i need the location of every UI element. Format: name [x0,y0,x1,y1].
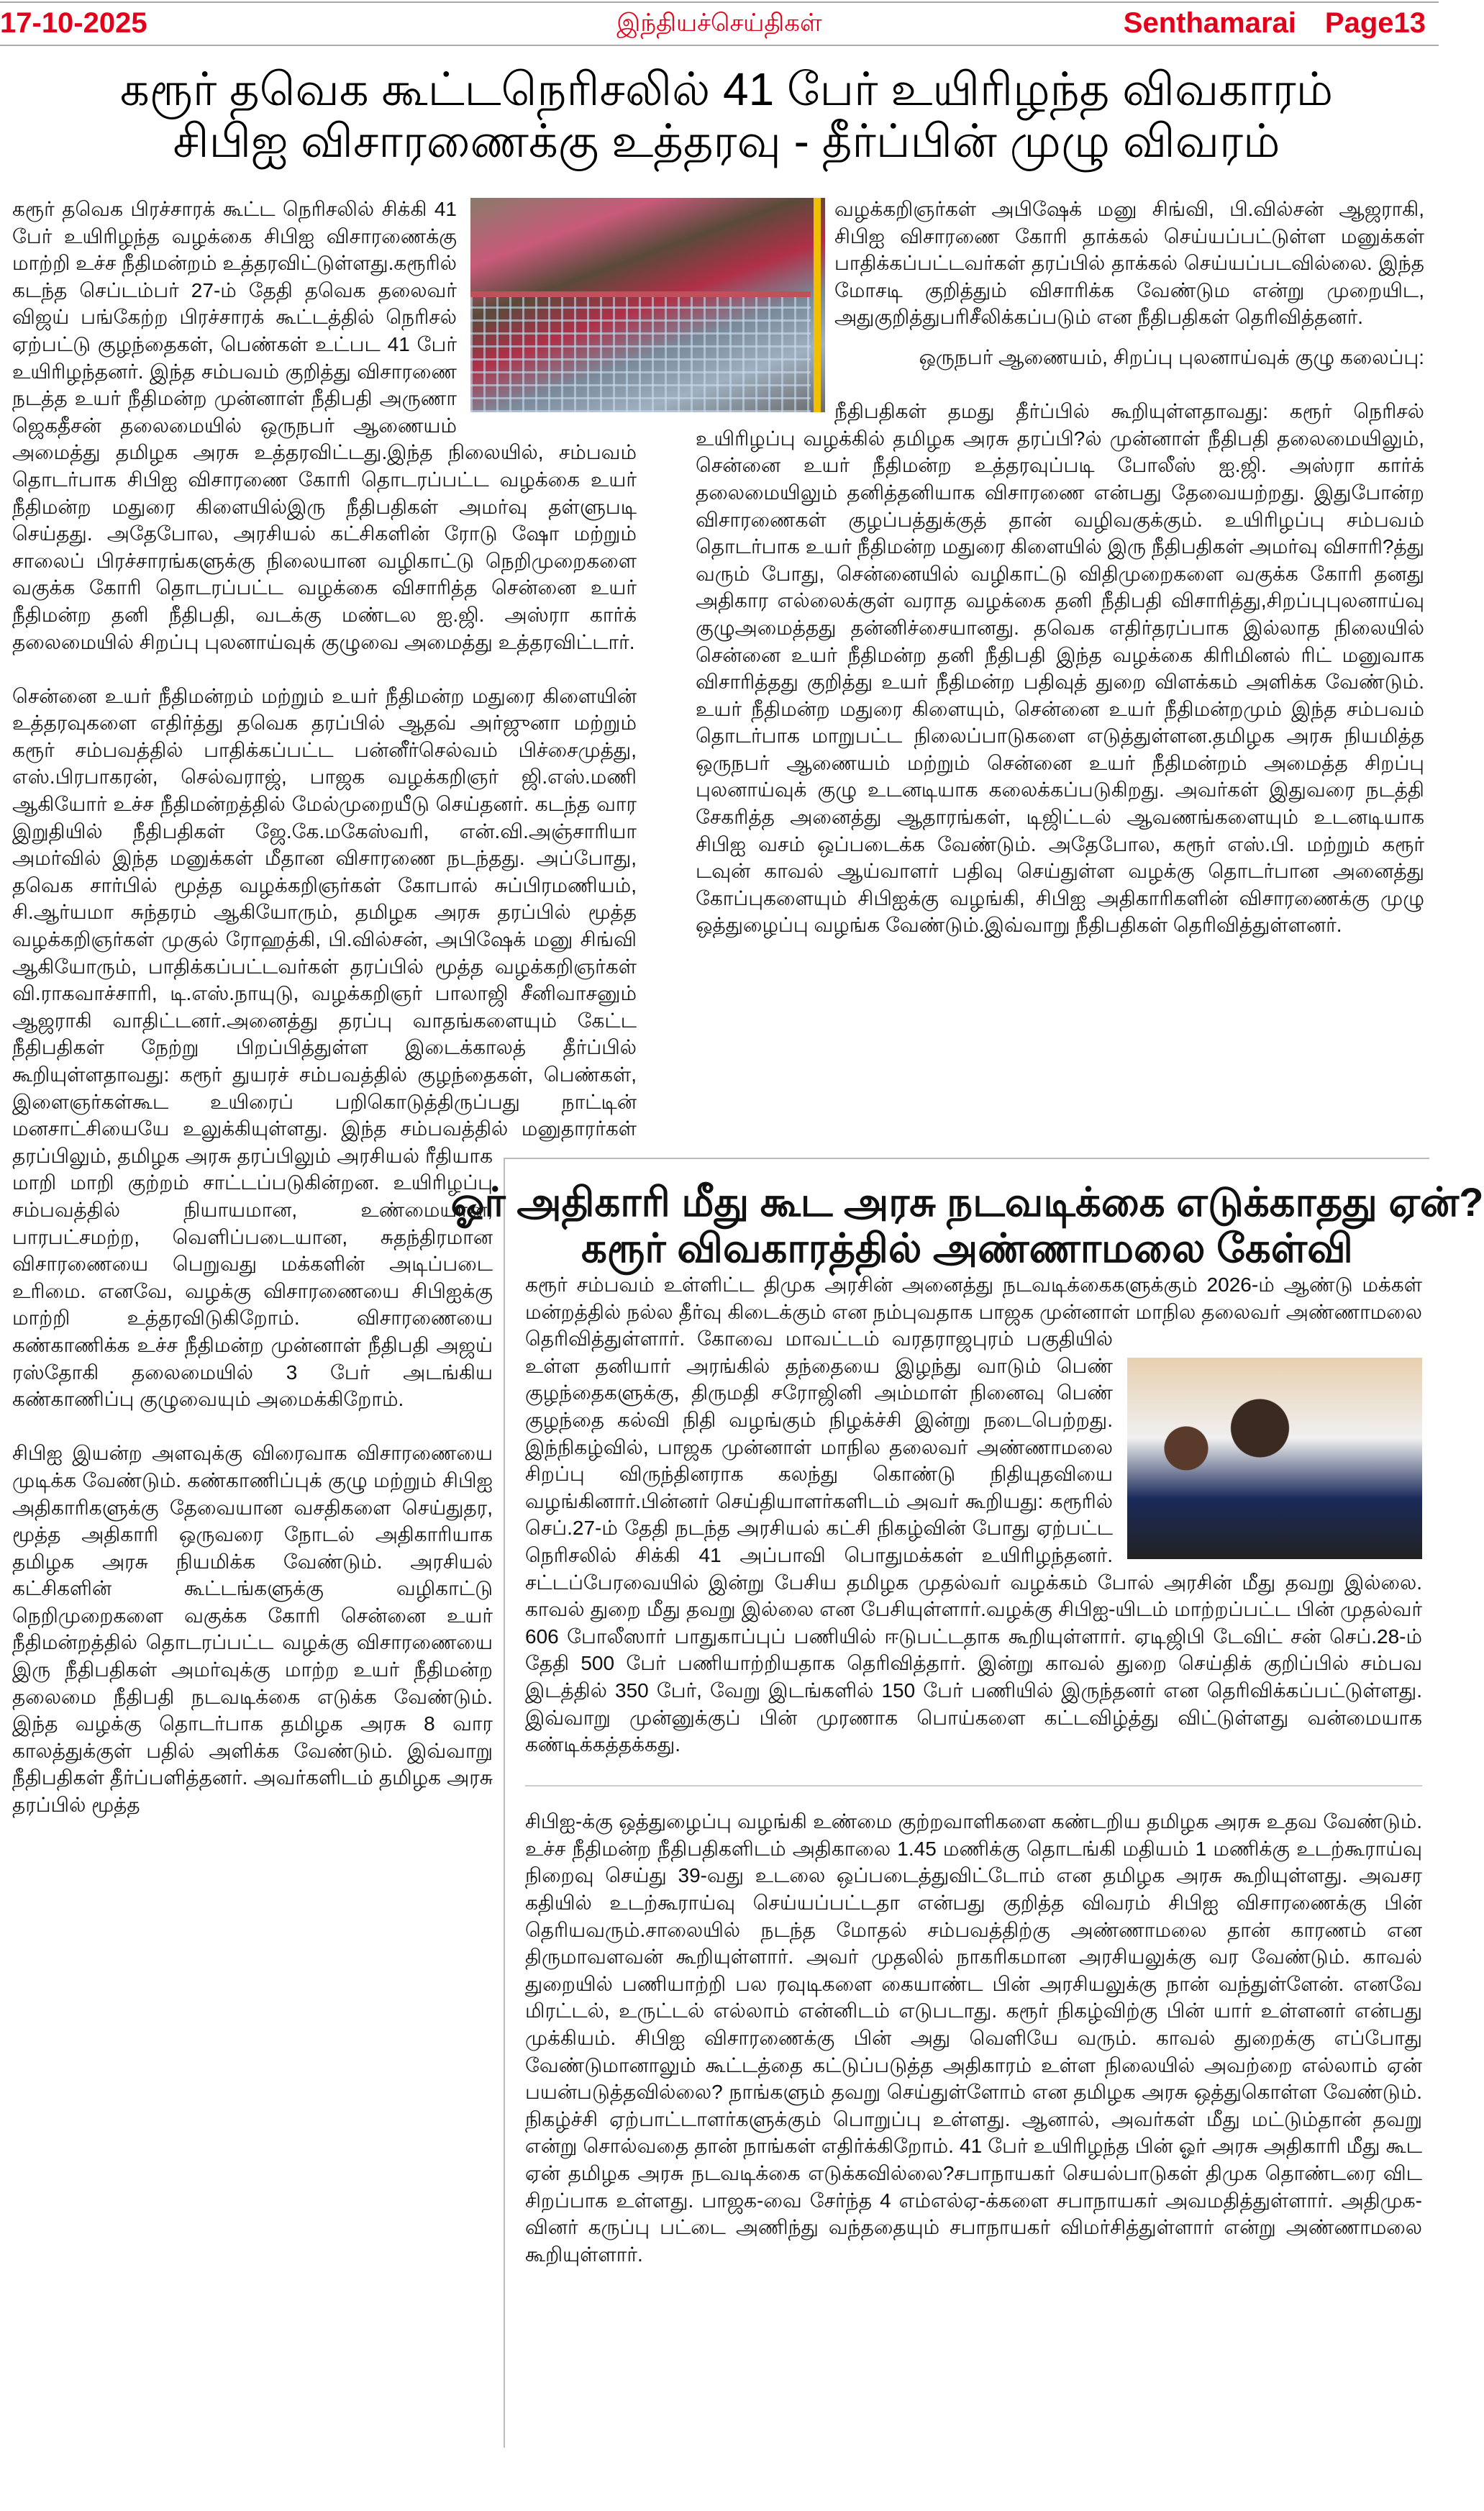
second-story-headline [450,1159,1484,1271]
page-header [0,1,1439,46]
main-headline-line1: கரூர் தவெக கூட்டநெரிசலில் 41 பேர் உயிரிழந்த விவகாரம் [119,63,1334,115]
publication-name: Senthamarai [1123,7,1296,39]
paragraph: சென்னை உயர் நீதிமன்றம் மற்றும் உயர் நீதிமன்ற மதுரை கிளையின் உத்தரவுகளை எதிர்த்து தவெக தரப்பில் ஆதவ் அர்ஜுனா மற்றும் கரூர் சம்பவத்தில் பாதிக்கப்பட்ட பன்னீர்செல்வம் பிச்சைமுத்து, எஸ்.பிரபாகரன், செல்வராஜ், பாஜக வழக்கறிஞர் ஜி.எஸ்.மணி ஆகியோர் உச்ச நீதிமன்றத்தில் மேல்முறையீடு செய்தனர். கடந்த வார இறுதியில் நீதிபதிகள் ஜே.கே.மகேஸ்வரி, என்.வி.அஞ்சாரியா அமர்வில் இந்த மனுக்கள் மீதான விசாரணை நடந்தது. அப்போது, தவெக சார்பில் மூத்த வழக்கறிஞர்கள் கோபால் சுப்பிரமணியம், சி.ஆர்யமா சுந்தரம் ஆகியோரும், தமிழக அரசு தரப்பில் மூத்த வழக்கறிஞர்கள் முகுல் ரோஹத்கி, பி.வில்சன், அபிஷேக் மனு சிங்வி ஆகியோரும், பாதிக்கப்பட்டவர்கள் தரப்பில் மூத்த வழக்கறிஞர்கள் வி.ராகவாச்சாரி, டி.எஸ்.நாயுடு, வழக்கறிஞர் பாலாஜி சீனிவாசனும் ஆஜராகி வாதிட்டனர்.அனைத்து தரப்பு வாதங்களையும் கேட்ட நீதிபதிகள் நேற்று பிறப்பித்துள்ள இடைக்காலத் தீர்ப்பில் கூறியுள்ளதாவது: கரூர் துயரச் சம்பவத்தில் குழந்தைகள், பெண்கள், இளைஞர்கள்கூட உயிரைப் பறிகொடுத்திருப்பது நாட்டின் மனசாட்சியையே உலுக்கியுள்ளது. இந்த சம்பவத்தில் மனுதாரர்கள் தரப்பிலும், தமிழக அரசு தரப்பிலும் அரசியல் ரீதியாக மாறி மாறி குற்றம் சாட்டப்படுகின்றன. உயிரிழப்பு சம்பவத்தில் நியாயமான, உண்மையான, பாரபட்சமற்ற, வெளிப்படையான, சுதந்திரமான விசாரணையை பெறுவது மக்களின் அடிப்படை உரிமை. எனவே, வழக்கு விசாரணையை சிபிஐக்கு மாற்றி உத்தரவிடுகிறோம். விசாரணையை கண்காணிக்க உச்ச நீதிமன்ற முன்னாள் நீதிபதி அஜய் ரஸ்தோகி தலைமையில் 3 பேர் அடங்கிய கண்காணிப்பு குழுவையும் அமைக்கிறோம். [12,684,637,1411]
second-story-body [525,1271,1422,2437]
main-story-right-column [696,196,1424,1145]
second-story-box [450,1158,1484,2448]
main-headline-line2: சிபிஐ விசாரணைக்கு உத்தரவு - தீர்ப்பின் முழு விவரம் [173,115,1280,167]
image-wrap-spacer [696,196,834,419]
issue-date: 17-10-2025 [0,7,147,39]
paragraph: வழக்கறிஞர்கள் அபிஷேக் மனு சிங்வி, பி.வில்சன் ஆஜராகி, சிபிஐ விசாரணை கோரி தாக்கல் செய்யப்பட்டுள்ள மனுக்கள் பாதிக்கப்பட்டவர்கள் தரப்பில் தாக்கல் செய்யப்படவில்லை. இந்த மோசடி குறித்தும் விசாரிக்க வேண்டும என்று முறையிட, அதுகுறித்துபரிசீலிக்கப்படும் என நீதிபதிகள் தெரிவித்தனர். [834,198,1424,329]
main-headline [43,63,1410,167]
paragraph: நீதிபதிகள் தமது தீர்ப்பில் கூறியுள்ளதாவது: கரூர் நெரிசல் உயிரிழப்பு வழக்கில் தமிழக அரசு தரப்பி?ல் முன்னாள் நீதிபதி தலைமையிலும், சென்னை உயர் நீதிமன்ற உத்தரவுப்படி போலீஸ் ஐ.ஜி. அஸ்ரா கார்க் தலைமையிலும் தனித்தனியாக விசாரணை என்பது தேவையற்றது. இதுபோன்ற விசாரணைகள் குழப்பத்துக்குத் தான் வழிவகுக்கும். உயிரிழப்பு சம்பவம் தொடர்பாக உயர் நீதிமன்ற மதுரை கிளையில் இரு நீதிபதிகள் அமர்வு விசாரி?த்து வரும் போது, சென்னையில் வழிகாட்டு விதிமுறைகளை வகுக்க கோரி தனது அதிகார எல்லைக்குள் வராத வழக்கை தனி நீதிபதி விசாரித்து,சிறப்புபுலனாய்வு குழுஅமைத்தது தன்னிச்சையானது. தவெக எதிர்தரப்பாக இல்லாத நிலையில் சென்னை உயர் நீதிமன்ற தனி நீதிபதி இந்த வழக்கை கிரிமினல் ரிட் மனுவாக விசாரித்தது குறித்து உயர் நீதிமன்ற பதிவுத் துறை விளக்கம் அளிக்க வேண்டும். உயர் நீதிமன்ற மதுரை கிளையும், சென்னை உயர் நீதிமன்றமும் இந்த சம்பவம் தொடர்பாக மாறுபட்ட நிலைப்பாடுகளை எடுத்துள்ளன.தமிழக அரசு நியமித்த ஒருநபர் ஆணையம் மற்றும் சென்னை உயர் நீதிமன்றம் அமைத்த சிறப்பு புலனாய்வுக் குழு உடனடியாக கலைக்கப்படுகிறது. அவர்கள் இதுவரை நடத்தி சேகரித்த அனைத்து ஆதாரங்கள், டிஜிட்டல் ஆவணங்களையும் உடனடியாக சிபிஐ வசம் ஒப்படைக்க வேண்டும். அதேபோல, கரூர் எஸ்.பி. மற்றும் கரூர் டவுன் காவல் ஆய்வாளர் பதிவு செய்துள்ள வழக்கு தொடர்பான அனைத்து கோப்புகளையும் சிபிஐக்கு வழங்கி, சிபிஐ அதிகாரிகளின் விசாரணைக்கு முழு ஒத்துழைப்பு வழங்க வேண்டும்.இவ்வாறு நீதிபதிகள் தெரிவித்துள்ளனர். [696,400,1424,937]
paragraph: கரூர் சம்பவம் உள்ளிட்ட திமுக அரசின் அனைத்து நடவடிக்கைகளுக்கும் 2026-ம் ஆண்டு மக்கள் மன்றத்தில் நல்ல தீர்வு கிடைக்கும் என நம்புவதாக பாஜக முன்னாள் மாநில தலைவர் அண்ணாமலை தெரிவித்துள்ளார். கோவை மாவட்டம் வரதராஜபுரம் பகுதியில் உள்ள தனியார் அரங்கில் தந்தையை இழந்து வாடும் பெண் குழந்தைகளுக்கு, திருமதி சரோஜினி அம்மாள் நினைவு பெண் குழந்தை கல்வி நிதி வழங்கும் நிழக்ச்சி இன்று நடைபெற்றது. இந்நிகழ்வில், பாஜக முன்னாள் மாநில தலைவர் அண்ணாமலை சிறப்பு விருந்தினராக கலந்து கொண்டு நிதியுதவியை வழங்கினார்.பின்னர் செய்தியாளர்களிடம் அவர் கூறியது: கரூரில் செப்.27-ம் தேதி நடந்த அரசியல் கட்சி நிகழ்வின் போது ஏற்பட்ட நெரிசலில் சிக்கி 41 அப்பாவி பொதுமக்கள் உயிரிழந்தனர். சட்டப்பேரவையில் இன்று பேசிய தமிழக முதல்வர் வழக்கம் போல் அரசின் மீது தவறு இல்லை. காவல் துறை மீது தவறு இல்லை என பேசியுள்ளார்.வழக்கு சிபிஐ-யிடம் மாற்றப்பட்ட பின் முதல்வர் 606 போலீஸார் பாதுகாப்புப் பணியில் ஈடுபட்டதாக கூறியுள்ளார். ஏடிஜிபி டேவிட் சன் செப்.28-ம் தேதி 500 பேர் பணியாற்றியதாக தெரிவித்தார். இன்று காவல் துறை செய்திக் குறிப்பில் சம்பவ இடத்தில் 350 பேர், வேறு இடங்களில் 150 பேர் பணியில் இருந்தனர் என தெரிவிக்கப்பட்டுள்ளது. இவ்வாறு முன்னுக்குப் பின் முரணாக பொய்களை கட்டவிழ்த்து விட்டுள்ளது வன்மையாக கண்டிக்கத்தக்கது. [525,1273,1423,1756]
page-number: Page13 [1324,7,1426,39]
paragraph: கரூர் தவெக பிரச்சாரக் கூட்ட நெரிசலில் சிக்கி 41 பேர் உயிரிழந்த வழக்கை சிபிஐ விசாரணைக்கு மாற்றி உச்ச நீதிமன்றம் உத்தரவிட்டுள்ளது.கரூரில் கடந்த செப்டம்பர் 27-ம் தேதி தவெக தலைவர் விஜய் பங்கேற்ற பிரச்சாரக் கூட்டத்தில் நெரிசல் ஏற்பட்டு குழந்தைகள், பெண்கள் உட்பட 41 பேர் உயிரிழந்தனர். இந்த சம்பவம் குறித்து விசாரணை நடத்த உயர் நீதிமன்ற முன்னாள் நீதிபதி அருணா ஜெகதீசன் தலைமையில் ஒருநபர் ஆணையம் அமைத்து தமிழக அரசு உத்தரவிட்டது.இந்த நிலையில், சம்பவம் தொடர்பாக சிபிஐ விசாரணை கோரி தொடரப்பட்ட வழக்கை உயர் நீதிமன்ற மதுரை கிளையில்இரு நீதிபதிகள் அமர்வு தள்ளுபடி செய்தது. அதேபோல, அரசியல் கட்சிகளின் ரோடு ஷோ மற்றும் சாலைப் பிரச்சாரங்களுக்கு நிலையான வழிகாட்டு நெறிமுறைகளை வகுக்க கோரி தொடரப்பட்ட வழக்கை விசாரித்த சென்னை உயர் நீதிமன்ற தனி நீதிபதி, வடக்கு மண்டல ஐ.ஜி. அஸ்ரா கார்க் தலைமையில் சிறப்பு புலனாய்வுக் குழுவை அமைத்து உத்தரவிட்டார். [12,198,637,653]
section-title: இந்தியச்செய்திகள் [616,9,822,37]
paragraph: சிபிஐ இயன்ற அளவுக்கு விரைவாக விசாரணையை முடிக்க வேண்டும். கண்காணிப்புக் குழு மற்றும் சிபிஐ அதிகாரிகளுக்கு தேவையான வசதிகளை செய்துதர, மூத்த அதிகாரி ஒருவரை நோடல் அதிகாரியாக தமிழக அரசு நியமிக்க வேண்டும். அரசியல் கட்சிகளின் கூட்டங்களுக்கு வழிகாட்டு நெறிமுறைகளை வகுக்க கோரி சென்னை உயர் நீதிமன்றத்தில் தொடரப்பட்ட வழக்கு விசாரணையை இரு நீதிபதிகள் அமர்வுக்கு மாற்ற உயர் நீதிமன்ற தலைமை நீதிபதி நடவடிக்கை எடுக்க வேண்டும். இந்த வழக்கு தொடர்பாக தமிழக அரசு 8 வார காலத்துக்குள் பதில் அளிக்க வேண்டும். இவ்வாறு நீதிபதிகள் தீர்ப்பளித்தனர். அவர்களிடம் தமிழக அரசு தரப்பில் மூத்த [12,1442,493,1817]
second-headline-line2: கரூர் விவகாரத்தில் அண்ணாமலை கேள்வி [581,1225,1353,1271]
paragraph: சிபிஐ-க்கு ஒத்துழைப்பு வழங்கி உண்மை குற்றவாளிகளை கண்டறிய தமிழக அரசு உதவ வேண்டும். உச்ச நீதிமன்ற நீதிபதிகளிடம் அதிகாலை 1.45 மணிக்கு தொடங்கி மதியம் 1 மணிக்கு உடற்கூராய்வு நிறைவு செய்து 39-வது உடலை ஒப்படைத்துவிட்டோம் என தமிழக அரசு கூறியுள்ளது. அவசர கதியில் உடற்கூராய்வு செய்யப்பட்டதா என்பது குறித்த விவரம் சிபிஐ விசாரணைக்கு பின் தெரியவரும்.சாலையில் நடந்த மோதல் சம்பவத்திற்கு அண்ணாமலை தான் காரணம் என திருமாவளவன் கூறியுள்ளார். அவர் முதலில் நாகரிகமான அரசியலுக்கு வர வேண்டும். காவல் துறையில் பணியாற்றி பல ரவுடிகளை கையாண்ட பின் அரசியலுக்கு நான் வந்துள்ளேன். எனவே மிரட்டல், உருட்டல் எல்லாம் என்னிடம் எடுபடாது. கரூர் நிகழ்விற்கு பின் யார் உள்ளனர் என்பது முக்கியம். சிபிஐ விசாரணைக்கு பின் அது வெளியே வரும். காவல் துறைக்கு எப்போது வேண்டுமானாலும் கூட்டத்தை கட்டுப்படுத்த அதிகாரம் உள்ள நிலையில் அவற்றை எல்லாம் ஏன் பயன்படுத்தவில்லை? நாங்களும் தவறு செய்துள்ளோம் என தமிழக அரசு ஒத்துகொள்ள வேண்டும். நிகழ்ச்சி ஏற்பாட்டாளர்களுக்கும் பொறுப்பு உள்ளது. ஆனால், அவர்கள் மீது மட்டும்தான் தவறு என்று சொல்வதை தான் நாங்கள் எதிர்க்கிறோம். 41 பேர் உயிரிழந்த பின் ஓர் அரசு அதிகாரி மீது கூட ஏன் தமிழக அரசு நடவடிக்கை எடுக்கவில்லை?சபாநாயகர் செயல்பாடுகள் திமுக தொண்டரை விட சிறப்பாக உள்ளது. பாஜக-வை சேர்ந்த 4 எம்எல்ஏ-க்களை சபாநாயகர் அவமதித்துள்ளார். அதிமுக-வினர் கருப்பு பட்டை அணிந்து வந்ததையும் சபாநாயகர் விமர்சித்துள்ளார் என்று அண்ணாமலை கூறியுள்ளார். [525,1785,1422,2268]
annamalai-press-meet-photo [1127,1358,1422,1559]
publication-info [1052,7,1426,39]
image-wrap-spacer [457,196,637,416]
second-headline-line1: ஓர் அதிகாரி மீது கூட அரசு நடவடிக்கை எடுக்காதது ஏன்? [450,1179,1484,1225]
subheading: ஒருநபர் ஆணையம், சிறப்பு புலனாய்வுக் குழு கலைப்பு: [919,345,1424,368]
